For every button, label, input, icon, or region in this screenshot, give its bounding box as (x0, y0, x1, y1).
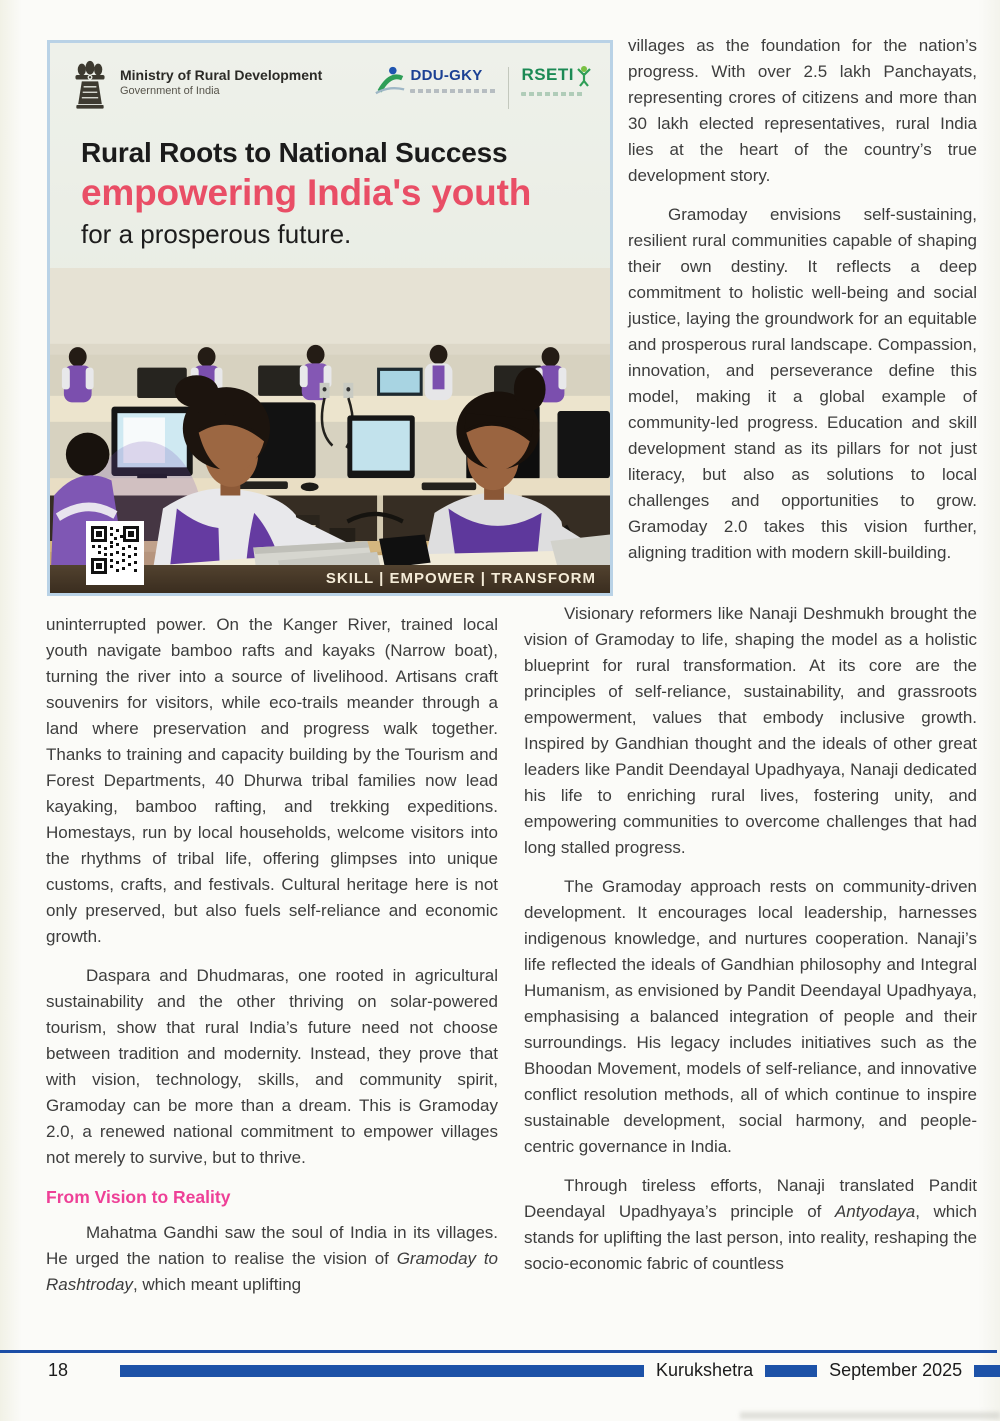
paragraph-approach: The Gramoday approach rests on community-driven development. It encourages local leadership, harnesses indigenous knowledge, and nurtures cooperation. Nanaji’s life reflected the ideals of Gandhian philosophy and Integral Humanism, as envisioned by Pandit Deendayal Upadhyaya, emphasising a balanced integration of people and their surroundings. His legacy includes initiatives such as the Bhoodan Movement, models of self-reliance, and innovative conflict resolution methods, all of which continue to inspire sustainable development, social harmony, and people-centric governance in India. (524, 877, 977, 1156)
national-emblem-icon (70, 59, 110, 111)
rseti-logo-text: RSETI (521, 65, 574, 84)
partner-logos (374, 65, 592, 109)
footer-bar-short (765, 1365, 817, 1377)
poster-title-line2: empowering India's youth (81, 172, 532, 213)
ddugky-logo (374, 65, 496, 95)
paragraph-visionary: Visionary reformers like Nanaji Deshmukh brought the vision of Gramoday to life, shaping the model as a holistic blueprint for rural transformation. At its core are the principles of self-reliance, sustainability, and grassroots empowerment, values that embody inclusive growth. Inspired by Gandhian thought and the ideals of other great leaders like Pandit Deendayal Upadhyaya, Nanaji dedicated his life to enriching rural lives, fostering unity, and empowering communities to overcome challenges that had long stalled progress. (524, 604, 977, 857)
ministry-text (120, 59, 322, 97)
paragraph-tireless: Through tireless efforts, Nanaji translated Pandit Deendayal Upadhyaya’s principle of Antyodaya, which stands for uplifting the last person, into reality, reshaping the socio-economic fabric of countless (524, 1176, 977, 1273)
poster-header (50, 43, 610, 111)
right-column-bottom (524, 601, 977, 1290)
paragraph-gandhi: Mahatma Gandhi saw the soul of India in its villages. He urged the nation to realise the vision of Gramoday to Rashtroday, which meant uplifting (46, 1223, 499, 1294)
ministry-subtitle: Government of India (120, 85, 220, 97)
paragraph-daspara: Daspara and Dhudmaras, one rooted in agricultural sustainability and the other thriving on solar-powered tourism, show that rural India’s future need not choose between tradition and modernity. Instead, they prove that with vision, technology, skills, and community spirit, Gramoday can be more than a dream. This is Gramoday 2.0, a renewed national commitment to empower villages not merely to survive, but to thrive. (46, 966, 498, 1167)
page-number: 18 (48, 1360, 69, 1380)
ddugky-text-block (410, 65, 496, 93)
page-footer (0, 1350, 1000, 1381)
paragraph-envisions: Gramoday envisions self-sustaining, resilient rural communities capable of shaping their own destiny. It reflects a deep commitment to holistic well-being and social justice, laying the groundwork for an equitable and prosperous rural landscape. Compassion, innovation, and perseverance define this model, making it a global example of community-led progress. Education and skill development stand as its pillars for not just literacy, but also as solutions to local challenges and opportunities to grow. Gramoday 2.0 takes this vision further, aligning tradition with modern skill-building. (628, 205, 977, 562)
issue-date: September 2025 (829, 1360, 963, 1380)
ddugky-figure-icon (374, 65, 406, 95)
rseti-logo (521, 65, 592, 96)
left-column (46, 612, 498, 1311)
rseti-tagline (521, 92, 585, 96)
footer-bar-end (974, 1365, 1000, 1377)
qr-code (86, 521, 144, 585)
rseti-figure-icon (576, 65, 592, 87)
right-column-top (628, 33, 977, 579)
paragraph-villages: villages as the foundation for the nation’s progress. With over 2.5 lakh Panchayats, representing crores of citizens and more than 30 lakh elected representatives, rural India lies at the heart of the country’s true development story. (628, 36, 977, 185)
section-heading: From Vision to Reality (46, 1187, 231, 1207)
ddugky-logo-text: DDU-GKY (410, 67, 483, 84)
footer-rule (0, 1350, 997, 1353)
ministry-name: Ministry of Rural Development (120, 67, 323, 83)
poster-title-line3: for a prosperous future. (81, 219, 352, 249)
poster-image (47, 40, 613, 596)
poster-titles (81, 135, 531, 253)
footer-bar-long (120, 1365, 644, 1377)
poster-banner: SKILL | EMPOWER | TRANSFORM (50, 565, 610, 593)
ddugky-tagline (410, 89, 496, 93)
training-lab-photo (50, 268, 610, 593)
scan-artifact (740, 1412, 1000, 1419)
poster-title-line1: Rural Roots to National Success (81, 137, 508, 168)
ministry-block (70, 59, 322, 111)
qr-pattern (90, 525, 140, 575)
logo-divider (508, 67, 509, 109)
journal-name: Kurukshetra (656, 1360, 754, 1380)
paragraph-continued: uninterrupted power. On the Kanger River, trained local youth navigate bamboo rafts and kayaks (Narrow boat), turning the river into a source of livelihood. Artisans craft souvenirs for visitors, while eco-trails meander through a land where preservation and progress walk together. Thanks to training and capacity building by the Tourism and Forest Departments, 40 Dhurwa tribal families now lead kayaking, bamboo rafting, and trekking expeditions. Homestays, run by local households, welcome visitors into the rhythms of tribal life, offering glimpses into unique customs, crafts, and festivals. Cultural heritage here is not only preserved, but also fuels self-reliance and economic growth. (46, 615, 498, 946)
